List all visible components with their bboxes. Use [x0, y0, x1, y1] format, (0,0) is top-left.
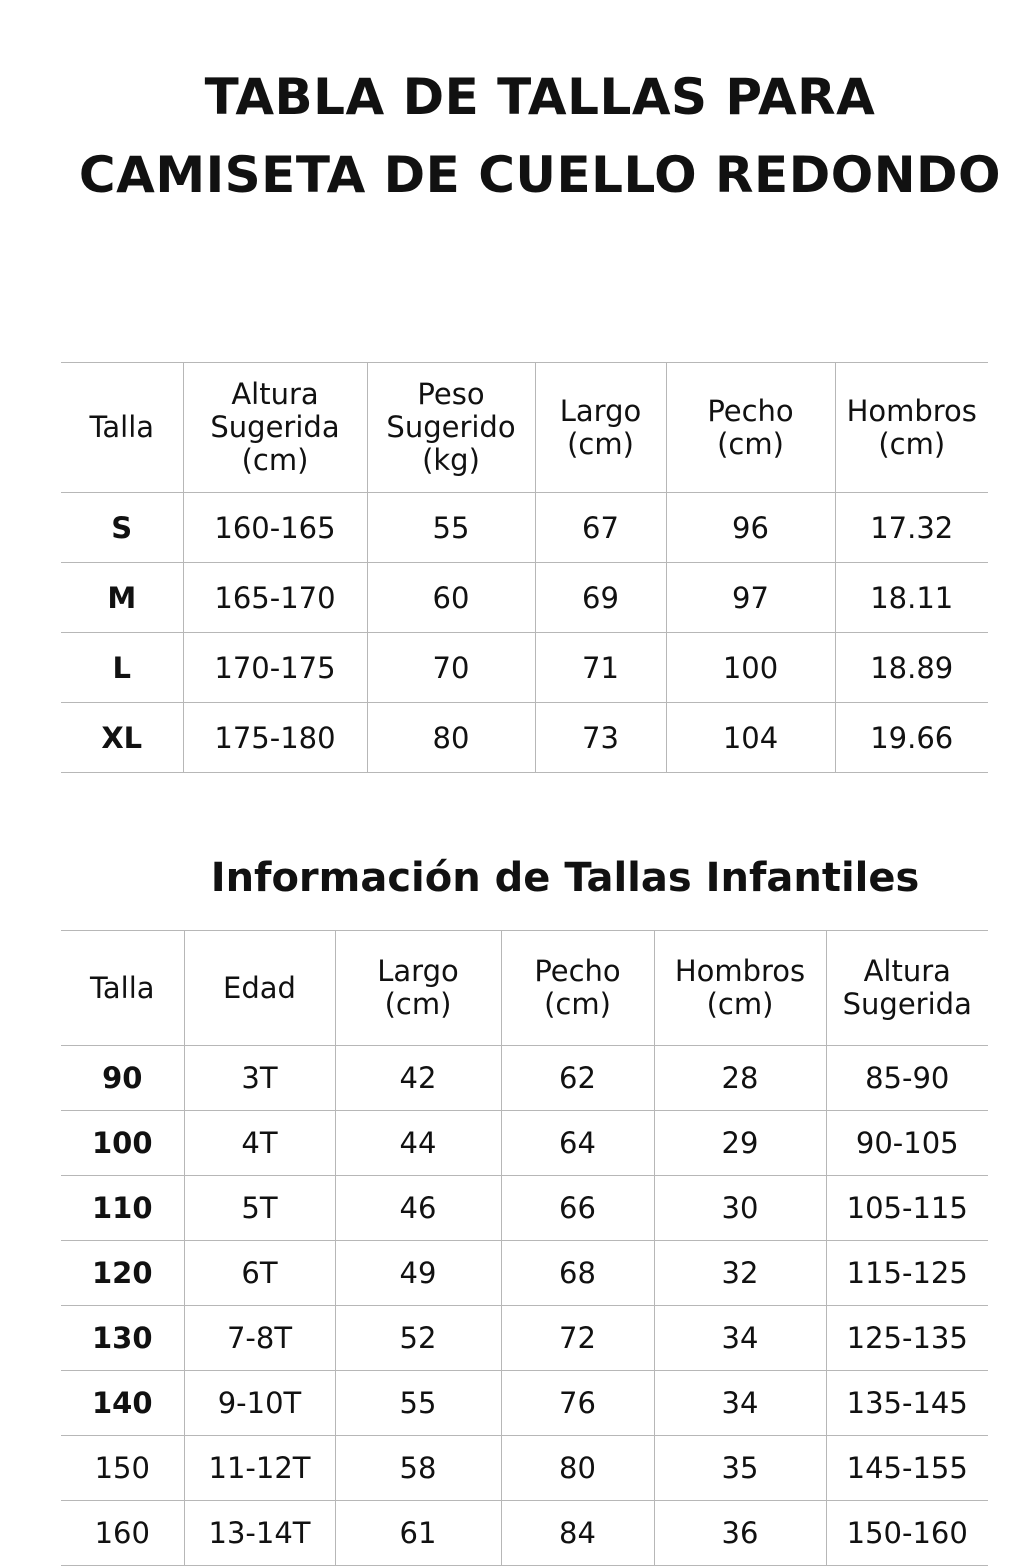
adult-table-value-cell: 160-165 [183, 493, 367, 563]
adult-table-header-cell [367, 363, 535, 493]
kids-table-header-text: (cm) [706, 987, 774, 1021]
kids-table-value-cell: 52 [335, 1306, 501, 1371]
adult-table-value-cell: 104 [666, 703, 835, 773]
kids-table-value-cell: 76 [501, 1371, 654, 1436]
kids-table-header-text: Edad [223, 970, 296, 1005]
adult-table-header-text: Peso [417, 377, 485, 411]
adult-table-header-cell [666, 363, 835, 493]
kids-table-header-text: (cm) [384, 987, 452, 1021]
kids-table-value-cell: 46 [335, 1176, 501, 1241]
kids-table-value-cell: 64 [501, 1111, 654, 1176]
kids-table-row [61, 1241, 988, 1306]
kids-table-value-cell: 35 [654, 1436, 826, 1501]
kids-table-size-cell: 150 [61, 1436, 184, 1501]
kids-table-value-cell: 84 [501, 1501, 654, 1566]
kids-table-value-cell: 4T [184, 1111, 335, 1176]
kids-table-value-cell: 90-105 [826, 1111, 988, 1176]
adult-table-row [61, 703, 988, 773]
kids-table-value-cell: 66 [501, 1176, 654, 1241]
adult-table-value-cell: 165-170 [183, 563, 367, 633]
adult-table-header-text: Pecho [707, 393, 794, 428]
adult-table-row [61, 563, 988, 633]
kids-table-size-cell: 130 [61, 1306, 184, 1371]
kids-table-value-cell: 125-135 [826, 1306, 988, 1371]
adult-table-row [61, 633, 988, 703]
adult-table-value-cell: 69 [535, 563, 666, 633]
kids-table-header-cell [184, 931, 335, 1046]
adult-table-value-cell: 70 [367, 633, 535, 703]
kids-table-value-cell: 55 [335, 1371, 501, 1436]
kids-table-value-cell: 42 [335, 1046, 501, 1111]
adult-table-size-cell: XL [61, 703, 183, 773]
adult-table-value-cell: 18.89 [835, 633, 988, 703]
kids-table-value-cell: 34 [654, 1371, 826, 1436]
adult-table-header-text: (cm) [241, 443, 309, 477]
kids-table-value-cell: 6T [184, 1241, 335, 1306]
adult-table-value-cell: 71 [535, 633, 666, 703]
adult-table-header-text: (cm) [567, 426, 634, 461]
kids-table-value-cell: 135-145 [826, 1371, 988, 1436]
adult-table-value-cell: 100 [666, 633, 835, 703]
kids-table-row [61, 1111, 988, 1176]
kids-table-value-cell: 29 [654, 1111, 826, 1176]
kids-table-header-row [61, 931, 988, 1046]
adult-table-value-cell: 73 [535, 703, 666, 773]
kids-table-header-cell [654, 931, 826, 1046]
kids-table-value-cell: 11-12T [184, 1436, 335, 1501]
kids-table-size-cell: 120 [61, 1241, 184, 1306]
kids-table-header-text: Pecho [534, 954, 621, 988]
page-title [0, 58, 1024, 214]
adult-table-header-text: Sugerido [386, 410, 516, 444]
kids-table-value-cell: 150-160 [826, 1501, 988, 1566]
kids-table-value-cell: 36 [654, 1501, 826, 1566]
kids-table-size-cell: 140 [61, 1371, 184, 1436]
kids-table-value-cell: 61 [335, 1501, 501, 1566]
adult-table-header-text: Sugerida [210, 410, 340, 444]
kids-table-value-cell: 34 [654, 1306, 826, 1371]
kids-table-size-cell: 160 [61, 1501, 184, 1566]
kids-table-header-text: Talla [89, 970, 155, 1005]
adult-table-header-text: (cm) [878, 426, 946, 461]
kids-table-header-cell [61, 931, 184, 1046]
adult-table-header-text: Talla [89, 410, 155, 444]
adult-table-value-cell: 17.32 [835, 493, 988, 563]
kids-size-table [61, 930, 988, 1566]
kids-table-body [61, 1046, 988, 1566]
kids-table-value-cell: 80 [501, 1436, 654, 1501]
kids-table-header-cell [826, 931, 988, 1046]
adult-table-value-cell: 18.11 [835, 563, 988, 633]
kids-table-value-cell: 5T [184, 1176, 335, 1241]
adult-table-value-cell: 60 [367, 563, 535, 633]
adult-table-header-cell [61, 363, 183, 493]
adult-table-size-cell: L [61, 633, 183, 703]
adult-table-value-cell: 19.66 [835, 703, 988, 773]
kids-section-title: Información de Tallas Infantiles [210, 855, 920, 901]
kids-table-size-cell: 90 [61, 1046, 184, 1111]
kids-table-value-cell: 105-115 [826, 1176, 988, 1241]
kids-table-value-cell: 32 [654, 1241, 826, 1306]
adult-table-size-cell: S [61, 493, 183, 563]
kids-table-value-cell: 3T [184, 1046, 335, 1111]
adult-table-header-text: Altura [231, 377, 319, 411]
kids-table-row [61, 1176, 988, 1241]
kids-table-value-cell: 7-8T [184, 1306, 335, 1371]
kids-table-value-cell: 44 [335, 1111, 501, 1176]
kids-table-row [61, 1046, 988, 1111]
adult-table-body [61, 493, 988, 773]
kids-table-value-cell: 49 [335, 1241, 501, 1306]
adult-table-header [61, 363, 988, 493]
adult-table-header-cell [835, 363, 988, 493]
kids-table-value-cell: 85-90 [826, 1046, 988, 1111]
page-title-line-2: CAMISETA DE CUELLO REDONDO [78, 146, 1002, 204]
kids-table-size-cell: 100 [61, 1111, 184, 1176]
kids-table-header-text: Sugerida [842, 987, 972, 1021]
adult-table-header-text: Largo [559, 393, 642, 428]
kids-table-header-cell [501, 931, 654, 1046]
kids-table-header-text: Altura [863, 954, 951, 988]
adult-table-size-cell: M [61, 563, 183, 633]
adult-table-value-cell: 67 [535, 493, 666, 563]
kids-table-value-cell: 115-125 [826, 1241, 988, 1306]
kids-table-value-cell: 145-155 [826, 1436, 988, 1501]
kids-table-value-cell: 62 [501, 1046, 654, 1111]
kids-table-header [61, 931, 988, 1046]
kids-table-row [61, 1371, 988, 1436]
kids-table-header-text: Hombros [674, 954, 806, 988]
adult-table-header-text: (kg) [422, 443, 480, 477]
adult-table-value-cell: 175-180 [183, 703, 367, 773]
adult-table-value-cell: 55 [367, 493, 535, 563]
kids-table-value-cell: 13-14T [184, 1501, 335, 1566]
adult-table-header-cell [183, 363, 367, 493]
adult-table-header-cell [535, 363, 666, 493]
kids-table-row [61, 1306, 988, 1371]
kids-table-value-cell: 30 [654, 1176, 826, 1241]
kids-table-value-cell: 68 [501, 1241, 654, 1306]
kids-table-value-cell: 9-10T [184, 1371, 335, 1436]
kids-table-size-cell: 110 [61, 1176, 184, 1241]
adult-table-header-text: (cm) [717, 426, 784, 461]
kids-table-header-text: (cm) [544, 987, 611, 1021]
adult-size-table [61, 362, 988, 773]
adult-table-value-cell: 170-175 [183, 633, 367, 703]
kids-table-row [61, 1436, 988, 1501]
kids-table-header-cell [335, 931, 501, 1046]
adult-table-header-text: Hombros [846, 393, 977, 428]
adult-table-value-cell: 80 [367, 703, 535, 773]
kids-table-value-cell: 28 [654, 1046, 826, 1111]
kids-table-row [61, 1501, 988, 1566]
page-title-line-1: TABLA DE TALLAS PARA [204, 68, 876, 126]
kids-table-header-text: Largo [377, 954, 459, 988]
kids-table-value-cell: 72 [501, 1306, 654, 1371]
kids-table-value-cell: 58 [335, 1436, 501, 1501]
adult-table-value-cell: 97 [666, 563, 835, 633]
adult-table-row [61, 493, 988, 563]
adult-table-value-cell: 96 [666, 493, 835, 563]
adult-table-header-row [61, 363, 988, 493]
